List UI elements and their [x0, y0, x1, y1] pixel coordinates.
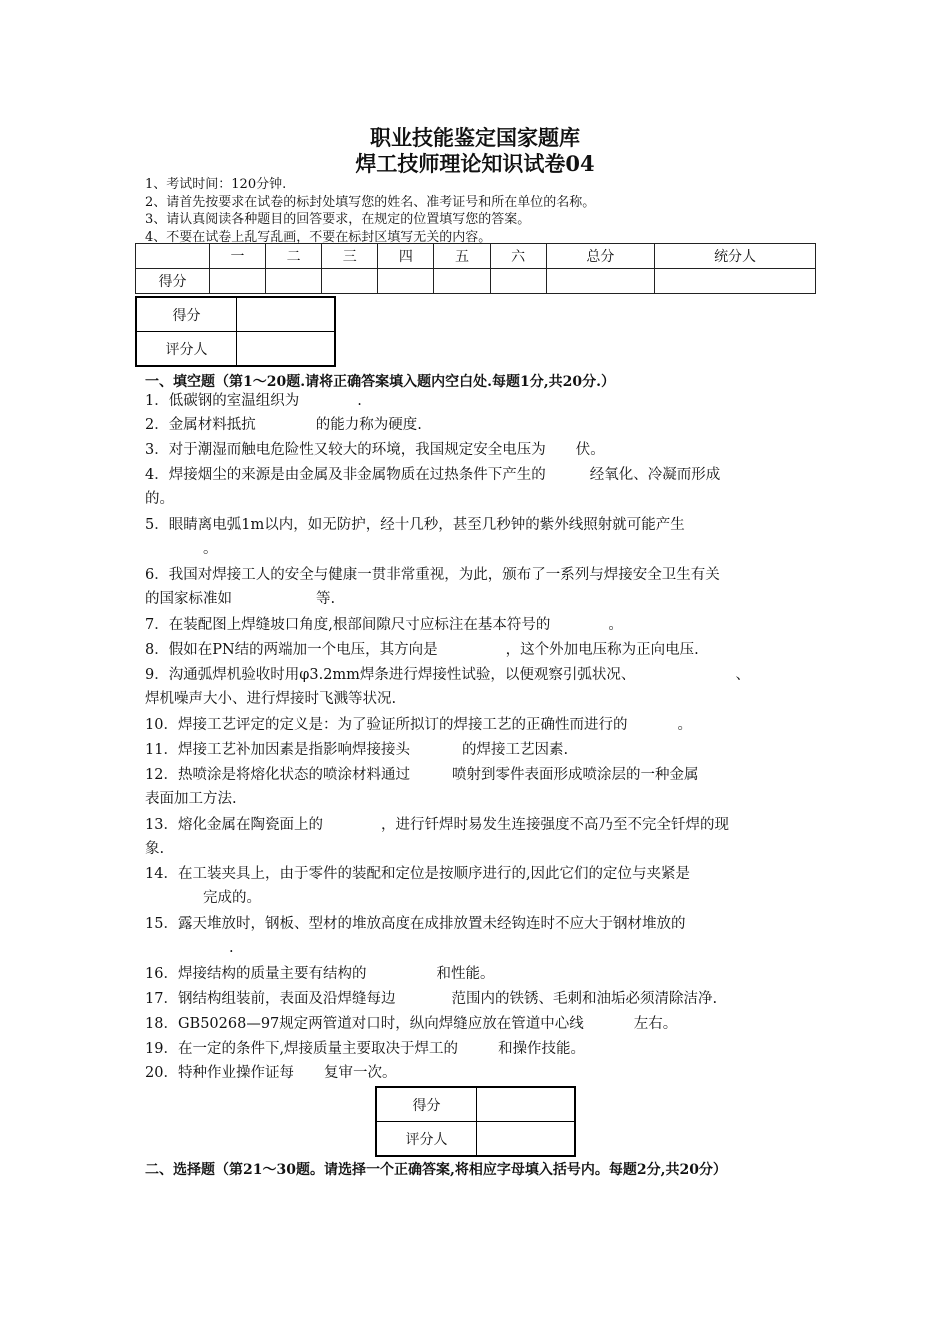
question-15: 15．露天堆放时，钢板、型材的堆放高度在成排放置未经钩连时不应大于钢材堆放的 .	[145, 916, 686, 956]
score-header-cell: 总分	[546, 244, 654, 269]
grader-label: 评分人	[376, 1122, 477, 1157]
exam-paper-title: 焊工技师理论知识试卷04	[355, 151, 595, 176]
question-7: 7．在装配图上焊缝坡口角度,根部间隙尺寸应标注在基本符号的 。	[145, 617, 623, 633]
score-entry-cell[interactable]	[237, 297, 336, 332]
score-row-label: 得分	[136, 269, 210, 294]
score-cell[interactable]	[378, 269, 434, 294]
grader-entry-cell[interactable]	[237, 332, 336, 367]
score-cell[interactable]	[322, 269, 378, 294]
exam-bank-title: 职业技能鉴定国家题库	[370, 125, 580, 150]
score-header-cell: 二	[266, 244, 322, 269]
score-cell[interactable]	[490, 269, 546, 294]
grader-label: 评分人	[136, 332, 237, 367]
question-16: 16．焊接结构的质量主要有结构的 和性能。	[145, 966, 495, 982]
score-header-cell: 六	[490, 244, 546, 269]
question-18: 18．GB50268—97规定两管道对口时，纵向焊缝应放在管道中心线 左右。	[145, 1016, 678, 1032]
instruction-line: 4、不要在试卷上乱写乱画，不要在标封区填写无关的内容。	[145, 229, 492, 245]
question-3: 3．对于潮湿而触电危险性又较大的环境，我国规定安全电压为 伏。	[145, 442, 605, 458]
score-label: 得分	[136, 297, 237, 332]
question-4: 4．焊接烟尘的来源是由金属及非金属物质在过热条件下产生的 经氧化、冷凝而形成 的。	[145, 467, 721, 507]
score-table-row	[136, 269, 816, 294]
exam-instructions	[145, 176, 595, 246]
question-11: 11．焊接工艺补加因素是指影响焊接接头 的焊接工艺因素.	[145, 742, 569, 758]
score-label: 得分	[376, 1087, 477, 1122]
instruction-line: 2、请首先按要求在试卷的标封处填写您的姓名、准考证号和所在单位的名称。	[145, 194, 596, 210]
question-9: 9．沟通弧焊机验收时用φ3.2mm焊条进行焊接性试验，以便观察引弧状况、 、 焊机噪声大小、进行焊接时飞溅等状况.	[145, 667, 750, 707]
question-6: 6．我国对焊接工人的安全与健康一贯非常重视，为此，颁布了一系列与焊接安全卫生有关 的国家标准如 等.	[145, 567, 720, 607]
question-2: 2．金属材料抵抗 的能力称为硬度.	[145, 417, 422, 433]
score-cell[interactable]	[655, 269, 816, 294]
score-header-cell: 四	[378, 244, 434, 269]
score-header-cell: 五	[434, 244, 490, 269]
question-20: 20．特种作业操作证每 复审一次。	[145, 1065, 397, 1081]
score-entry-cell[interactable]	[477, 1087, 576, 1122]
question-14: 14．在工装夹具上，由于零件的装配和定位是按顺序进行的,因此它们的定位与夹紧是 完成的。	[145, 866, 691, 906]
score-cell[interactable]	[266, 269, 322, 294]
score-cell[interactable]	[546, 269, 654, 294]
question-19: 19．在一定的条件下,焊接质量主要取决于焊工的 和操作技能。	[145, 1041, 586, 1057]
question-1: 1．低碳钢的室温组织为 .	[145, 393, 362, 409]
section2-heading: 二、选择题（第21～30题。请选择一个正确答案,将相应字母填入括号内。每题2分,共20分）	[145, 1162, 727, 1178]
question-12: 12．热喷涂是将熔化状态的喷涂材料通过 喷射到零件表面形成喷涂层的一种金属 表面加工方法.	[145, 767, 699, 807]
score-cell[interactable]	[434, 269, 490, 294]
score-header-cell	[136, 244, 210, 269]
score-header-cell: 一	[210, 244, 266, 269]
section1-heading: 一、填空题（第1～20题.请将正确答案填入题内空白处.每题1分,共20分.）	[145, 374, 615, 390]
score-header-cell: 三	[322, 244, 378, 269]
question-17: 17．钢结构组装前，表面及沿焊缝每边 范围内的铁锈、毛刺和油垢必须清除洁净.	[145, 991, 718, 1007]
score-header-cell: 统分人	[655, 244, 816, 269]
score-table-header-row	[136, 244, 816, 269]
question-8: 8．假如在PN结的两端加一个电压，其方向是 ，这个外加电压称为正向电压.	[145, 642, 699, 658]
grader-entry-cell[interactable]	[477, 1122, 576, 1157]
score-summary-table	[135, 243, 816, 294]
section1-grader-box	[135, 296, 336, 367]
section2-grader-box	[375, 1086, 576, 1157]
question-10: 10．焊接工艺评定的定义是：为了验证所拟订的焊接工艺的正确性而进行的 。	[145, 717, 692, 733]
question-5: 5．眼睛离电弧1m以内，如无防护，经十几秒，甚至几秒钟的紫外线照射就可能产生 。	[145, 517, 685, 557]
instruction-line: 3、请认真阅读各种题目的回答要求，在规定的位置填写您的答案。	[145, 212, 531, 227]
question-13: 13．熔化金属在陶瓷面上的 ，进行钎焊时易发生连接强度不高乃至不完全钎焊的现 象.	[145, 817, 729, 857]
instruction-line: 1、考试时间：120分钟.	[145, 177, 287, 192]
score-cell[interactable]	[210, 269, 266, 294]
